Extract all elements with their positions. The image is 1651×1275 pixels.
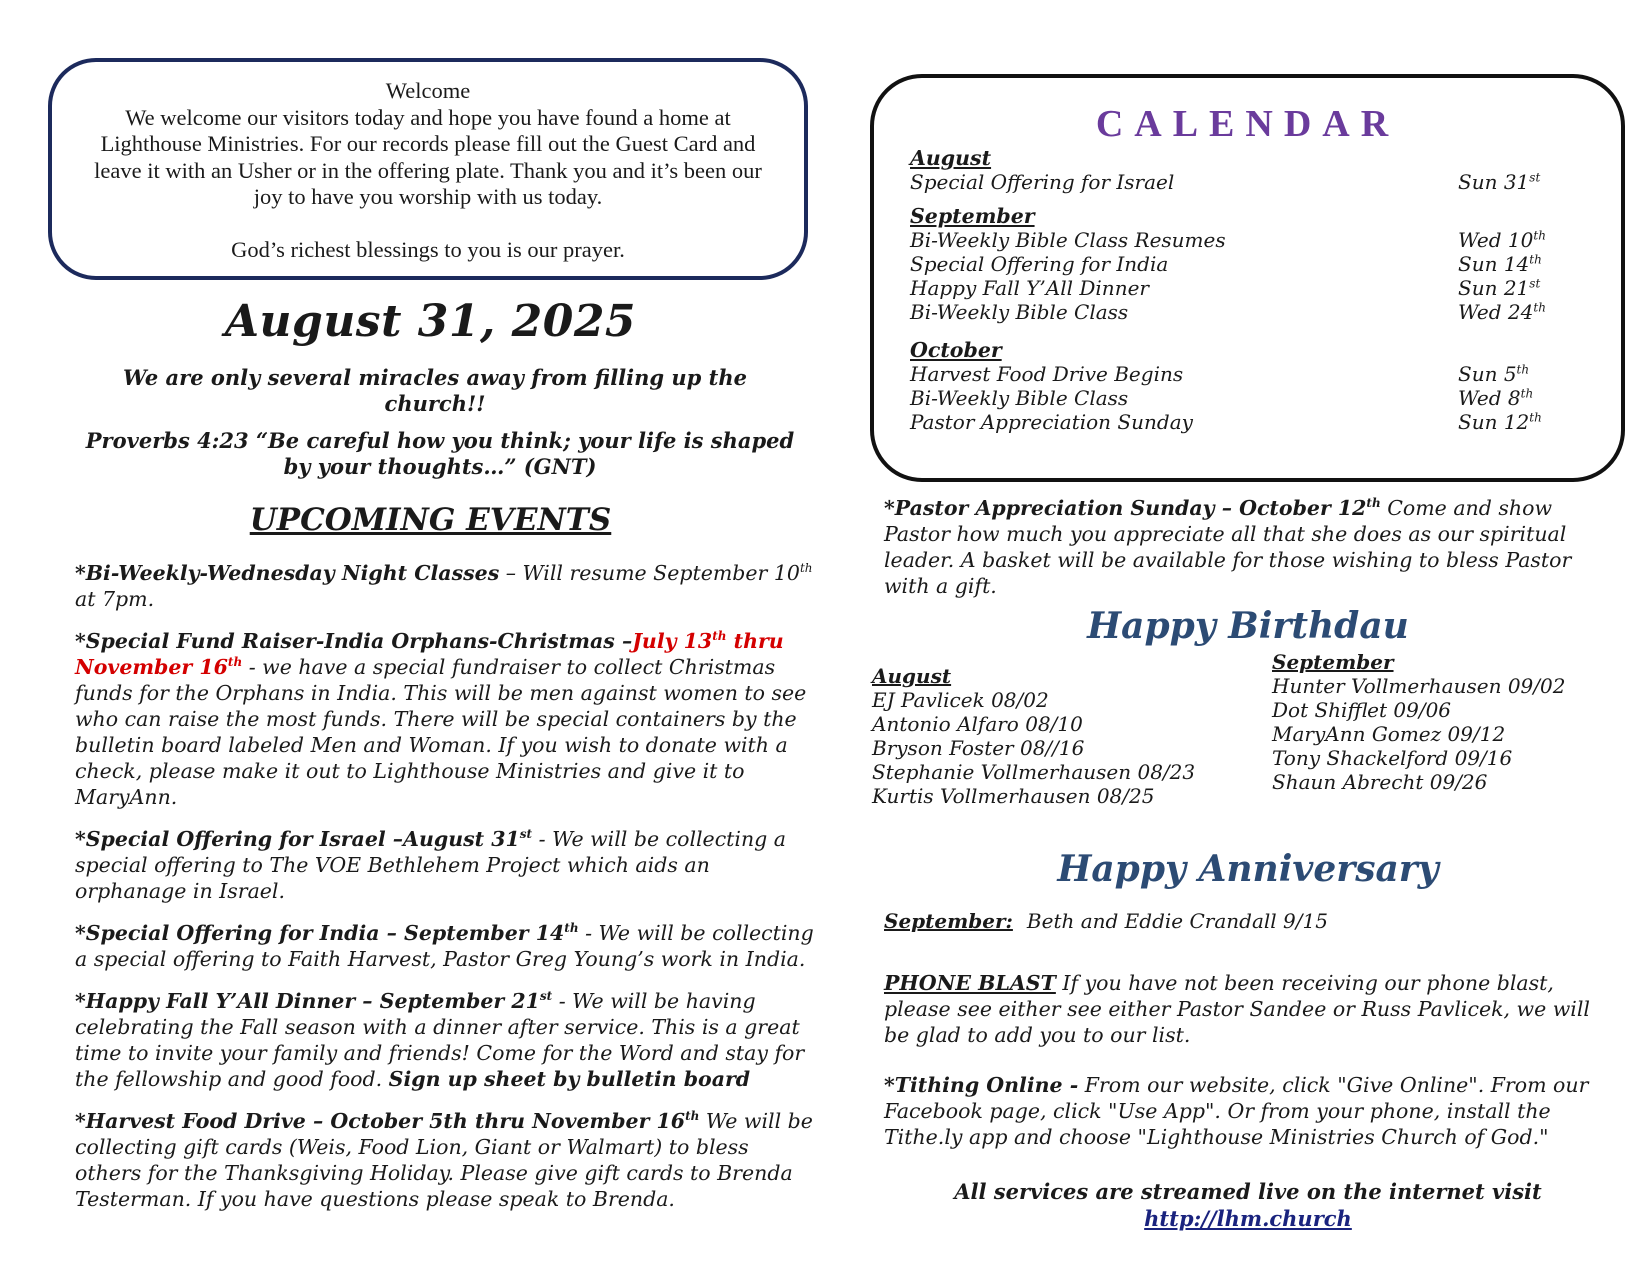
welcome-body: We welcome our visitors today and hope you have found a home at Lighthouse Ministries. For our records please fill out the Guest Card and leave it with an Usher or in the offering plate. Thank you and it’s been our joy to have you worship with us today.	[94, 104, 762, 209]
anniversary-entry: September: Beth and Eddie Crandall 9/15	[884, 909, 1328, 933]
upcoming-events-title: UPCOMING EVENTS	[249, 502, 612, 538]
tithing-online-note: *Tithing Online - From our website, click "Give Online". From our Facebook page, click "Use App". Or from your phone, install the Tithe.ly app and choose "Lighthouse Ministries Church of God."	[884, 1073, 1589, 1149]
stream-text: All services are streamed live on the internet visit	[954, 1179, 1542, 1204]
calendar-title: CALENDAR	[1095, 103, 1400, 145]
list-item: Dot Shifflet 09/06	[1272, 698, 1452, 722]
calendar-row: Bi-Weekly Bible Class Resumes Wed 10th	[910, 228, 1546, 252]
welcome-blessing: God’s richest blessings to you is our prayer.	[231, 236, 625, 262]
church-website-link[interactable]: http://lhm.church	[1144, 1206, 1352, 1231]
welcome-heading: Welcome	[385, 78, 471, 103]
calendar-month: October	[910, 338, 1002, 362]
calendar-row: Bi-Weekly Bible Class Wed 24th	[910, 300, 1546, 324]
event-item: *Special Fund Raiser-India Orphans-Christmas –July 13th thru November 16th - we have a special fundraiser to collect Christmas funds for the Orphans in India. This will be men against women to see who can raise the most funds. There will be special containers by the bulletin board labeled Men and Woman. If you wish to donate with a check, please make it out to Lighthouse Ministries and give it to MaryAnn.	[75, 629, 807, 809]
calendar-box	[870, 74, 1625, 482]
stream-notice	[868, 1178, 1628, 1232]
list-item: Hunter Vollmerhausen 09/02	[1272, 674, 1566, 698]
event-title: *Bi-Weekly-Wednesday Night Classes	[75, 561, 500, 585]
event-title: *Happy Fall Y’All Dinner – September 21	[75, 989, 540, 1013]
event-title: *Harvest Food Drive – October 5th thru November 16	[75, 1109, 686, 1133]
calendar-row: Special Offering for Israel Sun 31st	[910, 170, 1541, 194]
list-item: Stephanie Vollmerhausen 08/23	[872, 760, 1196, 784]
calendar-month: September	[910, 204, 1035, 228]
list-item: Antonio Alfaro 08/10	[872, 712, 1083, 736]
welcome-box	[48, 58, 808, 280]
list-item: Tony Shackelford 09/16	[1272, 746, 1513, 770]
event-title: *Special Fund Raiser-India Orphans-Christmas –	[75, 629, 633, 653]
event-item: *Happy Fall Y’All Dinner – September 21st - We will be having celebrating the Fall season with a dinner after service. This is a great time to invite your family and friends! Come for the Word and stay for the fellowship and good food. Sign up sheet by bulletin board	[75, 989, 805, 1091]
list-item: Bryson Foster 08//16	[872, 736, 1085, 760]
events-list	[75, 560, 815, 1228]
pastor-appreciation-note: *Pastor Appreciation Sunday – October 12th Come and show Pastor how much you appreciate all that she does as our spiritual leader. A basket will be available for those wishing to bless Pastor with a gift.	[884, 496, 1572, 598]
birthday-month-label: August	[872, 664, 952, 688]
birthday-title: Happy Birthdau	[1087, 605, 1409, 647]
scripture-verse: Proverbs 4:23 “Be careful how you think; your life is shaped by your thoughts…” (GNT)	[85, 428, 795, 479]
event-item: *Special Offering for Israel –August 31st - We will be collecting a special offering to The VOE Bethlehem Project which aids an orphanage in Israel.	[75, 827, 787, 903]
list-item: EJ Pavlicek 08/02	[872, 688, 1049, 712]
anniversary-title: Happy Anniversary	[1057, 848, 1439, 890]
event-item: *Special Offering for India – September 14th - We will be collecting a special offering to Faith Harvest, Pastor Greg Young’s work in India.	[75, 921, 814, 971]
list-item: Kurtis Vollmerhausen 08/25	[872, 784, 1155, 808]
birthday-august-list	[872, 664, 1195, 808]
calendar-row: Happy Fall Y’All Dinner Sun 21st	[910, 276, 1541, 300]
event-title: *Special Offering for India – September 14	[75, 921, 565, 945]
calendar-month: August	[910, 146, 992, 170]
event-item: *Harvest Food Drive – October 5th thru November 16th We will be collecting gift cards (Weis, Food Lion, Giant or Walmart) to bless others for the Thanksgiving Holiday. Please give gift cards to Brenda Testerman. If you have questions please speak to Brenda.	[75, 1109, 813, 1211]
birthday-september-list	[1272, 650, 1565, 794]
event-item: *Bi-Weekly-Wednesday Night Classes – Will resume September 10th at 7pm.	[75, 561, 813, 611]
calendar-row: Special Offering for India Sun 14th	[910, 252, 1542, 276]
phone-blast-note: PHONE BLAST If you have not been receiving our phone blast, please see either see either Pastor Sandee or Russ Pavlicek, we will be glad to add you to our list.	[884, 971, 1590, 1047]
calendar-row: Harvest Food Drive Begins Sun 5th	[910, 362, 1530, 386]
event-title: *Special Offering for Israel –August 31	[75, 827, 520, 851]
calendar-row: Pastor Appreciation Sunday Sun 12th	[910, 410, 1542, 434]
bulletin-date: August 31, 2025	[224, 296, 637, 347]
birthday-month-label: September	[1272, 650, 1394, 674]
miracles-banner: We are only several miracles away from filling up the church!!	[123, 365, 747, 416]
list-item: MaryAnn Gomez 09/12	[1272, 722, 1506, 746]
list-item: Shaun Abrecht 09/26	[1272, 770, 1488, 794]
calendar-row: Bi-Weekly Bible Class Wed 8th	[910, 386, 1534, 410]
